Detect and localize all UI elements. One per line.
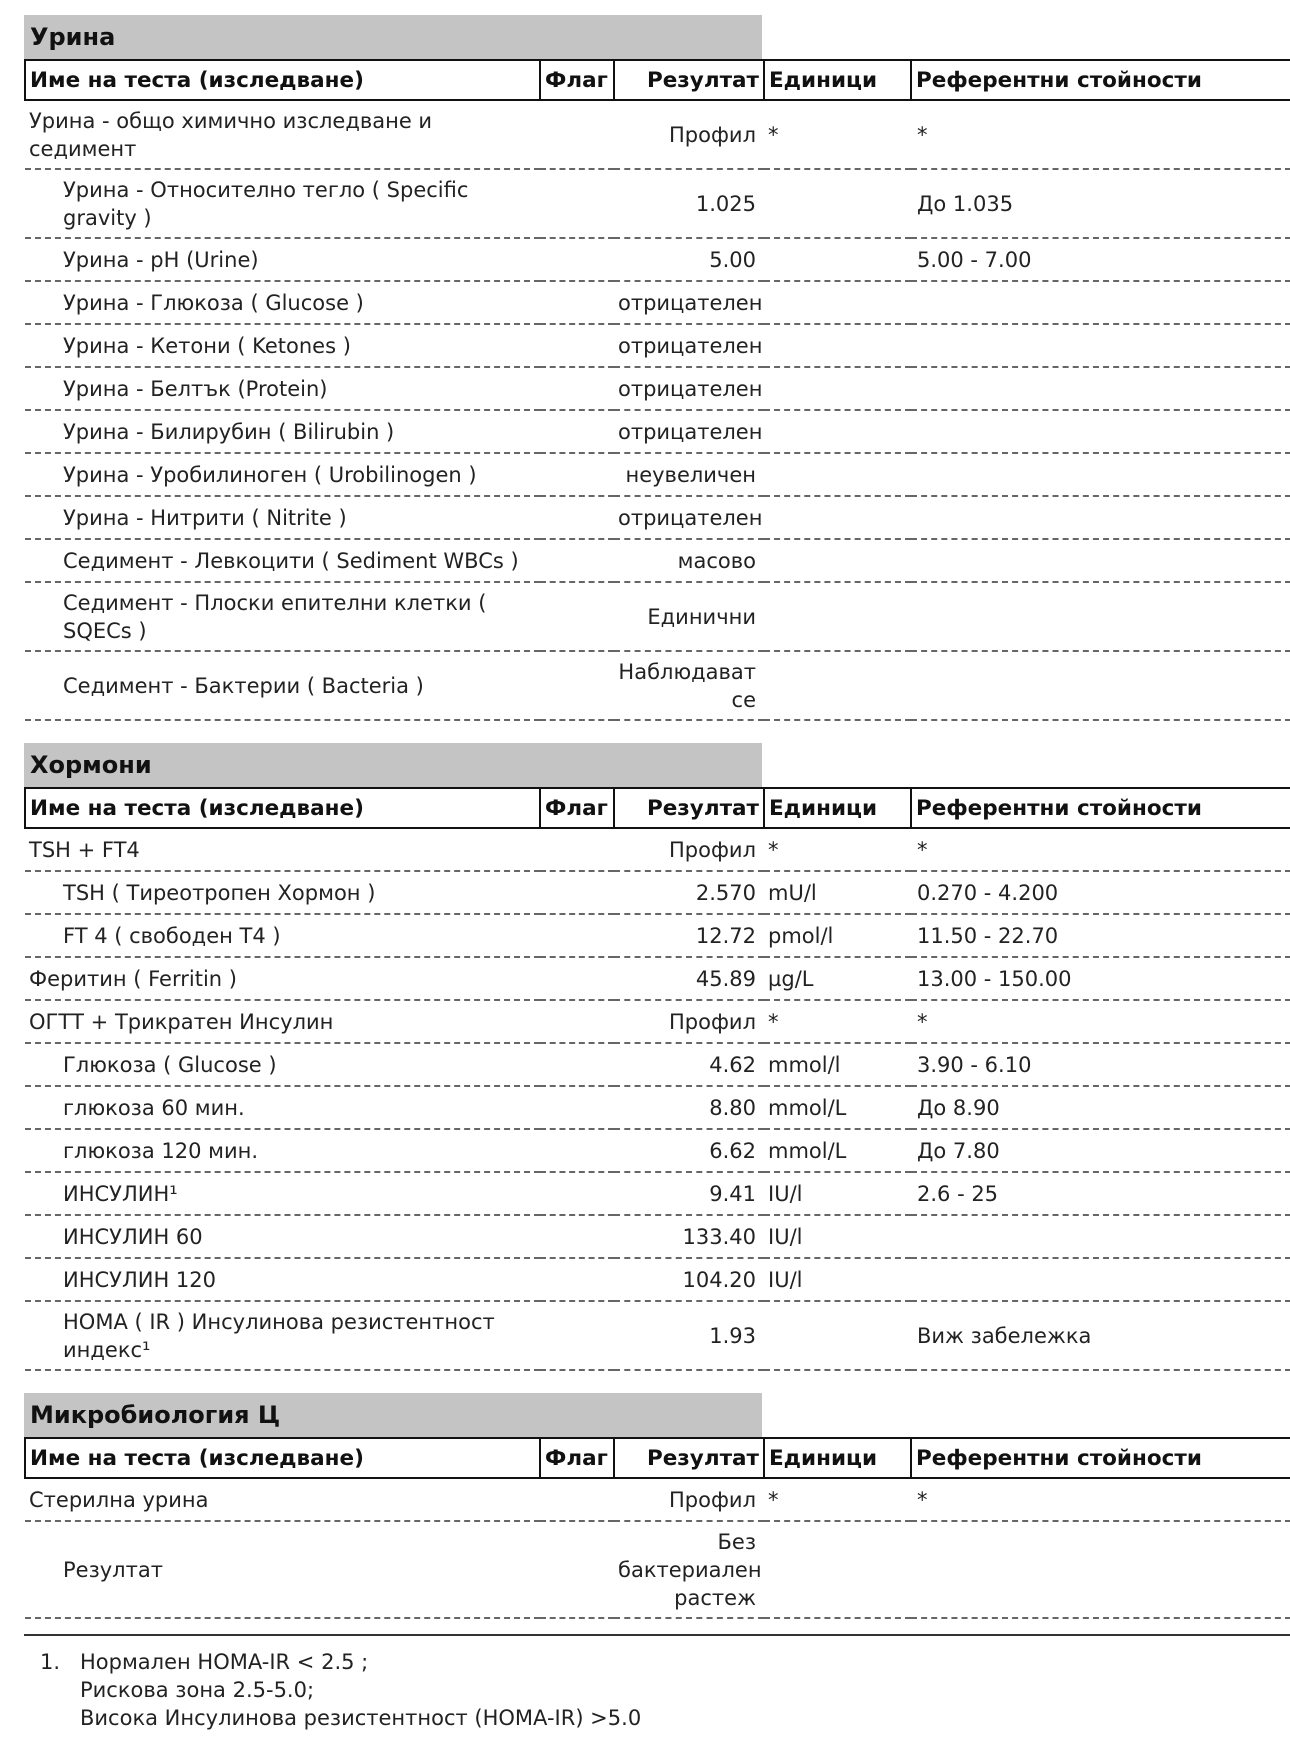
result-cell: 6.62 [614,1129,764,1172]
result-cell: 1.025 [614,169,764,238]
col-header-reference: Референтни стойности [911,1438,1290,1478]
table-row [25,1521,1290,1618]
reference-cell [911,367,1290,410]
results-section [0,15,1290,721]
table-row [25,1000,1290,1043]
test-name-cell: Урина - Относително тегло ( Specific gravity ) [25,169,540,238]
flag-cell [540,957,614,1000]
flag-cell [540,496,614,539]
units-cell: µg/L [764,957,911,1000]
footnote [40,1648,641,1732]
test-name-cell: TSH + FT4 [25,828,540,871]
reference-cell: До 1.035 [911,169,1290,238]
units-cell: * [764,1478,911,1521]
test-name-cell: Глюкоза ( Glucose ) [25,1043,540,1086]
col-header-reference: Референтни стойности [911,60,1290,100]
reference-cell: 11.50 - 22.70 [911,914,1290,957]
flag-cell [540,1086,614,1129]
table-row [25,828,1290,871]
table-row [25,238,1290,281]
reference-cell: До 8.90 [911,1086,1290,1129]
result-cell: 5.00 [614,238,764,281]
table-row [25,496,1290,539]
flag-cell [540,1521,614,1618]
test-name-cell: Урина - общо химично изследване и седимент [25,100,540,169]
section-title: Урина [24,15,762,59]
test-name-cell: глюкоза 60 мин. [25,1086,540,1129]
result-cell: 104.20 [614,1258,764,1301]
result-cell: отрицателен [614,324,764,367]
flag-cell [540,1043,614,1086]
reference-cell: 0.270 - 4.200 [911,871,1290,914]
reference-cell: 3.90 - 6.10 [911,1043,1290,1086]
reference-cell [911,453,1290,496]
test-name-cell: Седимент - Левкоцити ( Sediment WBCs ) [25,539,540,582]
units-cell: mmol/L [764,1129,911,1172]
reference-cell: * [911,1478,1290,1521]
reference-cell: * [911,100,1290,169]
table-row [25,410,1290,453]
reference-cell: * [911,828,1290,871]
result-cell: 133.40 [614,1215,764,1258]
units-cell [764,496,911,539]
footnote-line: Висока Инсулинова резистентност (HOMA-IR) >5.0 [80,1706,642,1730]
result-cell: Профил [614,828,764,871]
result-cell: масово [614,539,764,582]
table-row [25,324,1290,367]
lab-results-page [0,15,1290,1641]
footnote-line: Рискова зона 2.5-5.0; [80,1678,315,1702]
results-section [0,743,1290,1371]
reference-cell [911,410,1290,453]
units-cell [764,539,911,582]
table-row [25,1043,1290,1086]
col-header-flag: Флаг [540,60,614,100]
results-table [24,787,1290,1371]
table-row [25,100,1290,169]
result-cell: 4.62 [614,1043,764,1086]
col-header-reference: Референтни стойности [911,788,1290,828]
test-name-cell: Урина - Уробилиноген ( Urobilinogen ) [25,453,540,496]
table-row [25,1301,1290,1370]
result-cell: 2.570 [614,871,764,914]
units-cell [764,367,911,410]
col-header-units: Единици [764,1438,911,1478]
test-name-cell: ИНСУЛИН¹ [25,1172,540,1215]
units-cell [764,1521,911,1618]
table-header-row [25,60,1290,100]
section-title: Микробиология Ц [24,1393,762,1437]
test-name-cell: Урина - Глюкоза ( Glucose ) [25,281,540,324]
results-section [0,1393,1290,1619]
footnote-line: Нормален HOMA-IR < 2.5 ; [80,1650,369,1674]
units-cell [764,1301,911,1370]
test-name-cell: глюкоза 120 мин. [25,1129,540,1172]
test-name-cell: TSH ( Тиреотропен Хормон ) [25,871,540,914]
flag-cell [540,453,614,496]
test-name-cell: Седимент - Бактерии ( Bacteria ) [25,651,540,720]
table-row [25,1215,1290,1258]
flag-cell [540,367,614,410]
test-name-cell: Урина - Билирубин ( Bilirubin ) [25,410,540,453]
footnotes [40,1648,641,1732]
reference-cell: 13.00 - 150.00 [911,957,1290,1000]
table-row [25,1129,1290,1172]
col-header-name: Име на теста (изследване) [25,788,540,828]
test-name-cell: Феритин ( Ferritin ) [25,957,540,1000]
reference-cell [911,324,1290,367]
table-header-row [25,1438,1290,1478]
table-row [25,539,1290,582]
test-name-cell: Седимент - Плоски епителни клетки ( SQECs ) [25,582,540,651]
test-name-cell: Стерилна урина [25,1478,540,1521]
result-cell: отрицателен [614,281,764,324]
results-table [24,1437,1290,1619]
flag-cell [540,582,614,651]
result-cell: Наблюдават се [614,651,764,720]
units-cell: mmol/L [764,1086,911,1129]
col-header-result: Резултат [614,1438,764,1478]
reference-cell [911,1215,1290,1258]
table-row [25,914,1290,957]
flag-cell [540,1172,614,1215]
footnote-number: 1. [40,1650,61,1674]
flag-cell [540,1215,614,1258]
result-cell: Единични [614,582,764,651]
table-row [25,281,1290,324]
table-row [25,453,1290,496]
test-name-cell: ИНСУЛИН 120 [25,1258,540,1301]
flag-cell [540,1301,614,1370]
result-cell: неувеличен [614,453,764,496]
result-cell: Профил [614,1000,764,1043]
units-cell: mmol/l [764,1043,911,1086]
col-header-result: Резултат [614,60,764,100]
units-cell [764,324,911,367]
result-cell: Профил [614,100,764,169]
table-row [25,1086,1290,1129]
table-row [25,582,1290,651]
result-cell: 45.89 [614,957,764,1000]
results-table [24,59,1290,721]
table-row [25,957,1290,1000]
flag-cell [540,100,614,169]
test-name-cell: Урина - Белтък (Protein) [25,367,540,410]
col-header-name: Име на теста (изследване) [25,60,540,100]
units-cell [764,453,911,496]
reference-cell [911,1521,1290,1618]
result-cell: Профил [614,1478,764,1521]
result-cell: 1.93 [614,1301,764,1370]
test-name-cell: ИНСУЛИН 60 [25,1215,540,1258]
result-cell: Без бактериален растеж [614,1521,764,1618]
reference-cell: 2.6 - 25 [911,1172,1290,1215]
flag-cell [540,871,614,914]
units-cell [764,651,911,720]
table-row [25,871,1290,914]
units-cell: IU/l [764,1172,911,1215]
col-header-units: Единици [764,788,911,828]
table-row [25,1172,1290,1215]
flag-cell [540,410,614,453]
flag-cell [540,1258,614,1301]
reference-cell [911,539,1290,582]
test-name-cell: HOMA ( IR ) Инсулинова резистентност индекс¹ [25,1301,540,1370]
reference-cell: * [911,1000,1290,1043]
reference-cell [911,1258,1290,1301]
flag-cell [540,914,614,957]
units-cell [764,169,911,238]
result-cell: отрицателен [614,410,764,453]
footnote-divider [24,1634,1290,1636]
units-cell [764,410,911,453]
reference-cell [911,582,1290,651]
flag-cell [540,539,614,582]
units-cell: * [764,100,911,169]
table-row [25,1258,1290,1301]
table-header-row [25,788,1290,828]
reference-cell: 5.00 - 7.00 [911,238,1290,281]
result-cell: отрицателен [614,496,764,539]
test-name-cell: Резултат [25,1521,540,1618]
units-cell [764,238,911,281]
result-cell: 12.72 [614,914,764,957]
table-row [25,367,1290,410]
flag-cell [540,1000,614,1043]
flag-cell [540,238,614,281]
flag-cell [540,651,614,720]
units-cell [764,582,911,651]
units-cell: pmol/l [764,914,911,957]
section-title: Хормони [24,743,762,787]
reference-cell [911,281,1290,324]
reference-cell [911,496,1290,539]
reference-cell: Виж забележка [911,1301,1290,1370]
flag-cell [540,828,614,871]
col-header-flag: Флаг [540,1438,614,1478]
col-header-name: Име на теста (изследване) [25,1438,540,1478]
table-row [25,651,1290,720]
reference-cell [911,651,1290,720]
test-name-cell: Урина - Нитрити ( Nitrite ) [25,496,540,539]
units-cell [764,281,911,324]
flag-cell [540,1478,614,1521]
reference-cell: До 7.80 [911,1129,1290,1172]
test-name-cell: Урина - Кетони ( Ketones ) [25,324,540,367]
test-name-cell: Урина - pH (Urine) [25,238,540,281]
result-cell: 9.41 [614,1172,764,1215]
test-name-cell: FT 4 ( свободен Т4 ) [25,914,540,957]
flag-cell [540,324,614,367]
units-cell: mU/l [764,871,911,914]
col-header-flag: Флаг [540,788,614,828]
result-cell: 8.80 [614,1086,764,1129]
col-header-units: Единици [764,60,911,100]
table-row [25,1478,1290,1521]
flag-cell [540,169,614,238]
units-cell: * [764,828,911,871]
table-row [25,169,1290,238]
units-cell: IU/l [764,1215,911,1258]
units-cell: IU/l [764,1258,911,1301]
test-name-cell: ОГТТ + Трикратен Инсулин [25,1000,540,1043]
flag-cell [540,1129,614,1172]
col-header-result: Резултат [614,788,764,828]
units-cell: * [764,1000,911,1043]
flag-cell [540,281,614,324]
result-cell: отрицателен [614,367,764,410]
